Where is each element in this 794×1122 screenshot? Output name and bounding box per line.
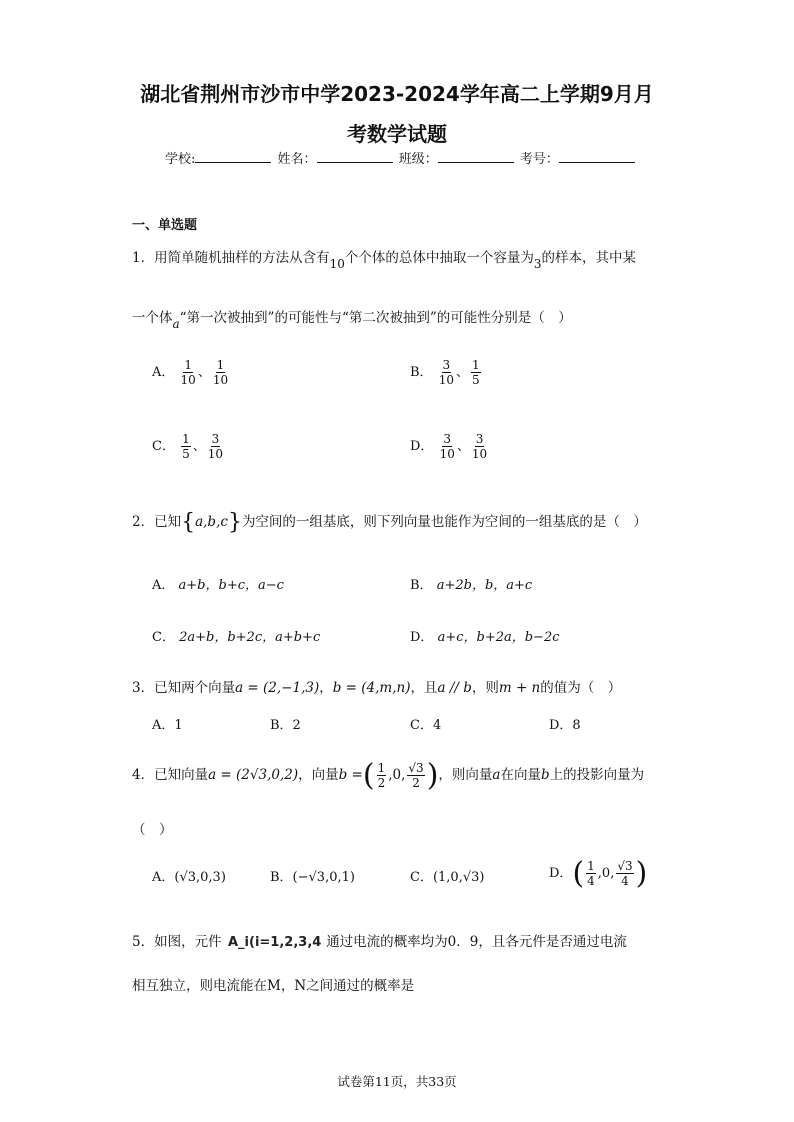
number-blank[interactable] <box>559 150 635 163</box>
question-5-line1: 5．如图，元件 A_i(i=1,2,3,4) 通过电流的概率均为0．9，且各元件是否通过电流 <box>132 930 627 954</box>
q3-option-b[interactable]: B．2 <box>270 718 301 733</box>
q2-text-b: 为空间的一组基底，则下列向量也能作为空间的一组基底的是（ ） <box>241 514 647 530</box>
q2-option-a[interactable]: A． a+b，b+c，a−c <box>152 578 284 593</box>
question-2: 2．已知{a,b,c}为空间的一组基底，则下列向量也能作为空间的一组基底的是（ ） <box>132 510 647 535</box>
question-5-line2: 相互独立，则电流能在M，N之间通过的概率是 <box>132 978 415 994</box>
question-4-line2: （ ） <box>132 822 173 838</box>
q4-option-a[interactable]: A．(√3,0,3) <box>152 870 226 885</box>
q2-text-a: 2．已知 <box>132 514 182 530</box>
option-label: D． <box>410 439 434 454</box>
question-1-line2 <box>132 306 572 331</box>
q1-var: a <box>172 317 180 331</box>
q1-text-a: 1．用简单随机抽样的方法从含有 <box>132 250 330 266</box>
q2-option-c[interactable]: C． 2a+b，b+2c，a+b+c <box>152 630 321 645</box>
component-formula-image <box>226 932 322 954</box>
q4-vector-a: a = (2√3,0,2) <box>208 767 299 783</box>
q3-option-c[interactable]: C．4 <box>410 718 442 733</box>
q4-vector-b: b = <box>338 767 363 783</box>
fraction: $\frac{1}{10}$ <box>212 358 229 387</box>
name-label: 姓名： <box>277 152 317 167</box>
fraction: $\frac{3}{10}$ <box>207 432 224 461</box>
name-blank[interactable] <box>317 150 393 163</box>
q1-option-b[interactable]: B． $\frac{3}{10}$ 、 $\frac{1}{5}$ <box>410 358 480 387</box>
class-blank[interactable] <box>438 150 514 163</box>
fraction: $\frac{1}{5}$ <box>182 432 190 461</box>
page-footer: 试卷第11页，共33页 <box>337 1074 457 1089</box>
fraction: $\frac{3}{10}$ <box>439 432 455 461</box>
q1-k: 3 <box>533 257 542 271</box>
q2-basis: a,b,c <box>195 514 228 530</box>
question-3: 3．已知两个向量a = (2,−1,3)，b = (4,m,n)，且a // b，则m + n的值为（ ） <box>132 680 622 696</box>
q4-option-b[interactable]: B．(−√3,0,1) <box>270 870 355 885</box>
exam-title-line2: 考数学试题 <box>347 122 447 146</box>
q3-option-d[interactable]: D．8 <box>549 718 581 733</box>
section-heading: 一、单选题 <box>132 218 198 233</box>
fraction: $\frac{3}{10}$ <box>471 432 488 461</box>
q1-text-c: 的样本，其中某 <box>541 250 637 266</box>
q3-option-a[interactable]: A．1 <box>152 718 183 733</box>
q4-option-c[interactable]: C．(1,0,√3) <box>410 870 485 885</box>
option-label: C． <box>152 439 175 454</box>
q3-parallel: a // b <box>437 680 472 696</box>
q3-vector-b: b = (4,m,n) <box>332 680 411 696</box>
school-blank[interactable] <box>195 150 271 163</box>
q1-option-c[interactable]: C． $\frac{1}{5}$ 、 $\frac{3}{10}$ <box>152 432 224 461</box>
option-label: A． <box>152 365 175 380</box>
q1-text-d: 一个体 <box>132 310 173 326</box>
fraction: $\frac{1}{5}$ <box>472 358 480 387</box>
fraction: $\frac{3}{10}$ <box>438 358 454 387</box>
q1-option-a[interactable]: A． $\frac{1}{10}$ 、 $\frac{1}{10}$ <box>152 358 229 387</box>
question-1-line1 <box>132 246 637 271</box>
class-label: 班级： <box>398 152 438 167</box>
svg-text:A_i(i=1,2,3,4): A_i(i=1,2,3,4) <box>227 934 322 950</box>
q4-option-d[interactable]: D．( $\frac{1}{4}$ ,0, $\frac{√3}{4}$ ) <box>549 856 648 891</box>
student-info-line <box>165 148 637 167</box>
question-4-line1: 4．已知向量a = (2√3,0,2)，向量b =( $\frac{1}{2}$ ,0, $\frac{√3}{2}$ )，则向量a在向量b上的投影向量为 <box>132 758 645 793</box>
exam-title-line1: 湖北省荆州市沙市中学2023-2024学年高二上学期9月月 <box>140 82 654 106</box>
school-label: 学校: <box>165 152 196 167</box>
q1-text-b: 个个体的总体中抽取一个容量为 <box>344 250 534 266</box>
q2-option-b[interactable]: B． a+2b，b，a+c <box>410 578 533 593</box>
option-label: B． <box>410 365 433 380</box>
q1-n: 10 <box>329 257 345 271</box>
fraction: $\frac{1}{10}$ <box>180 358 196 387</box>
q3-expr: m + n <box>498 680 541 696</box>
number-label: 考号： <box>519 152 559 167</box>
q1-text-e: “第一次被抽到”的可能性与“第二次被抽到”的可能性分别是（ ） <box>179 310 572 326</box>
q1-option-d[interactable]: D． $\frac{3}{10}$ 、 $\frac{3}{10}$ <box>410 432 488 461</box>
q2-option-d[interactable]: D． a+c，b+2a，b−2c <box>410 630 560 645</box>
q3-vector-a: a = (2,−1,3) <box>235 680 320 696</box>
